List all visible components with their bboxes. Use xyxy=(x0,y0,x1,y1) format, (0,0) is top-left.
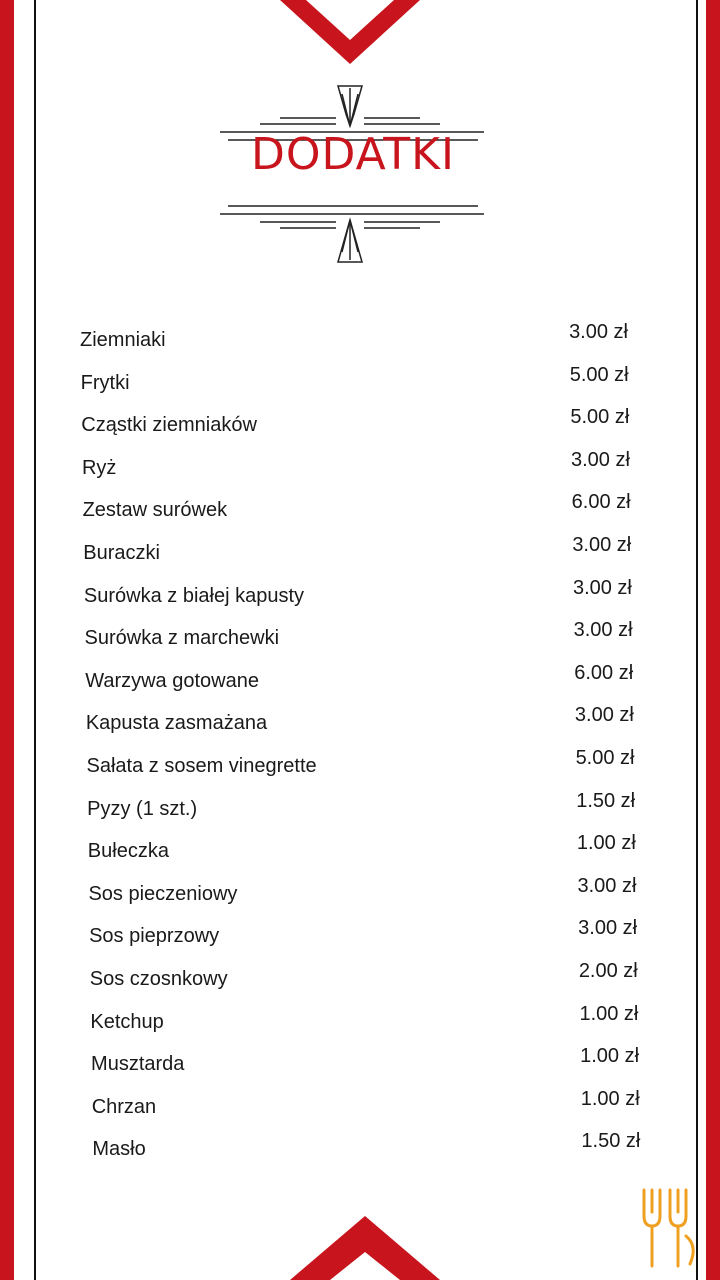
top-chevron-ornament xyxy=(270,0,430,70)
fork-logo-icon xyxy=(634,1186,704,1270)
menu-item-row xyxy=(0,1127,720,1160)
menu-item-row xyxy=(0,744,720,777)
menu-item-price: 1.00 zł xyxy=(580,1045,640,1067)
menu-item-name: Musztarda xyxy=(91,1053,185,1075)
menu-item-price: 5.00 zł xyxy=(570,406,630,428)
menu-item-price: 2.00 zł xyxy=(578,960,638,982)
menu-item-name: Ketchup xyxy=(90,1011,164,1033)
menu-item-price: 1.50 zł xyxy=(576,790,636,812)
menu-item-row xyxy=(0,829,720,862)
menu-item-price: 1.00 zł xyxy=(580,1088,640,1110)
menu-item-price: 3.00 zł xyxy=(569,321,628,343)
menu-item-name: Chrzan xyxy=(91,1096,157,1118)
menu-item-price: 1.00 zł xyxy=(579,1003,639,1025)
menu-item-price: 3.00 zł xyxy=(573,619,633,641)
menu-title: DODATKI xyxy=(250,129,455,180)
menu-item-name: Cząstki ziemniaków xyxy=(81,414,257,436)
menu-item-name: Sos czosnkowy xyxy=(89,968,228,990)
menu-item-name: Sos pieprzowy xyxy=(89,925,220,947)
menu-item-name: Surówka z marchewki xyxy=(84,627,280,649)
menu-item-price: 6.00 zł xyxy=(574,662,634,684)
menu-item-row xyxy=(0,1042,720,1075)
bottom-chevron-ornament xyxy=(290,1212,440,1280)
menu-item-row xyxy=(0,1000,720,1033)
menu-item-name: Ziemniaki xyxy=(80,329,166,351)
menu-item-price: 3.00 zł xyxy=(574,704,634,726)
menu-item-name: Frytki xyxy=(80,372,130,394)
menu-item-name: Sałata z sosem vinegrette xyxy=(86,755,317,777)
menu-item-row xyxy=(0,403,720,436)
menu-item-row xyxy=(0,574,720,607)
menu-item-row xyxy=(0,957,720,990)
menu-item-price: 3.00 zł xyxy=(577,875,637,897)
menu-item-name: Masło xyxy=(92,1138,146,1160)
menu-item-row xyxy=(0,787,720,820)
menu-item-row xyxy=(0,701,720,734)
menu-item-name: Warzywa gotowane xyxy=(85,670,259,692)
menu-item-name: Ryż xyxy=(81,457,117,479)
menu-item-name: Pyzy (1 szt.) xyxy=(87,798,198,820)
menu-item-row xyxy=(0,531,720,564)
menu-item-row xyxy=(0,318,720,351)
menu-item-price: 6.00 zł xyxy=(571,491,631,513)
menu-item-row xyxy=(0,914,720,947)
menu-item-name: Sos pieczeniowy xyxy=(88,883,238,905)
menu-item-name: Bułeczka xyxy=(87,840,169,862)
menu-item-row xyxy=(0,446,720,479)
menu-item-name: Surówka z białej kapusty xyxy=(83,585,304,607)
menu-item-price: 5.00 zł xyxy=(575,747,635,769)
menu-item-price: 1.00 zł xyxy=(576,832,636,854)
menu-item-price: 3.00 zł xyxy=(572,577,632,599)
menu-item-row xyxy=(0,659,720,692)
menu-item-name: Kapusta zasmażana xyxy=(85,712,268,734)
menu-list xyxy=(0,318,720,1178)
menu-item-row xyxy=(0,488,720,521)
menu-item-price: 5.00 zł xyxy=(569,364,629,386)
menu-item-row xyxy=(0,616,720,649)
menu-item-row xyxy=(0,361,720,394)
menu-item-price: 3.00 zł xyxy=(572,534,632,556)
menu-item-name: Zestaw surówek xyxy=(82,499,228,521)
menu-item-row xyxy=(0,872,720,905)
menu-item-price: 3.00 zł xyxy=(571,449,630,471)
menu-item-name: Buraczki xyxy=(83,542,160,564)
menu-item-price: 1.50 zł xyxy=(581,1130,641,1152)
menu-item-price: 3.00 zł xyxy=(578,917,638,939)
menu-item-row xyxy=(0,1085,720,1118)
title-block xyxy=(220,80,486,270)
